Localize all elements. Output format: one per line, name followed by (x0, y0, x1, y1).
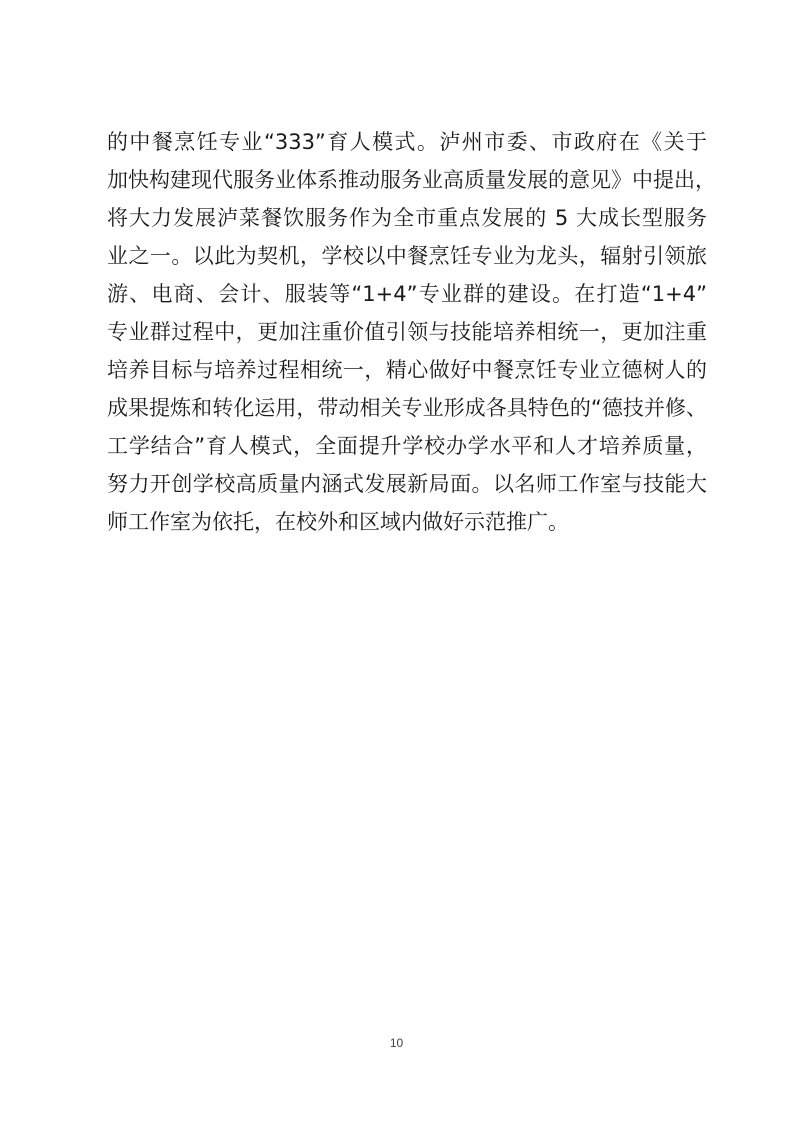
text-line: 业之一。以此为契机，学校以中餐烹饪专业为龙头，辐射引领旅 (107, 244, 707, 268)
text-line: 的中餐烹饪专业“333”育人模式。泸州市委、市政府在《关于 (107, 130, 707, 154)
page-number: 10 (389, 1036, 404, 1050)
text-line: 将大力发展泸菜餐饮服务作为全市重点发展的 5 大成长型服务 (107, 206, 707, 230)
text-line: 师工作室为依托，在校外和区域内做好示范推广。 (107, 510, 569, 534)
text-line: 工学结合”育人模式，全面提升学校办学水平和人才培养质量， (107, 434, 707, 458)
text-line: 努力开创学校高质量内涵式发展新局面。以名师工作室与技能大 (107, 472, 707, 496)
text-line: 成果提炼和转化运用，带动相关专业形成各具特色的“德技并修、 (107, 396, 707, 420)
body-paragraph (107, 123, 716, 541)
text-line: 游、电商、会计、服装等“1+4”专业群的建设。在打造“1+4” (107, 282, 707, 306)
text-line: 培养目标与培养过程相统一，精心做好中餐烹饪专业立德树人的 (107, 358, 707, 382)
text-line: 加快构建现代服务业体系推动服务业高质量发展的意见》中提出， (107, 168, 716, 192)
text-line: 专业群过程中，更加注重价值引领与技能培养相统一，更加注重 (107, 320, 707, 344)
